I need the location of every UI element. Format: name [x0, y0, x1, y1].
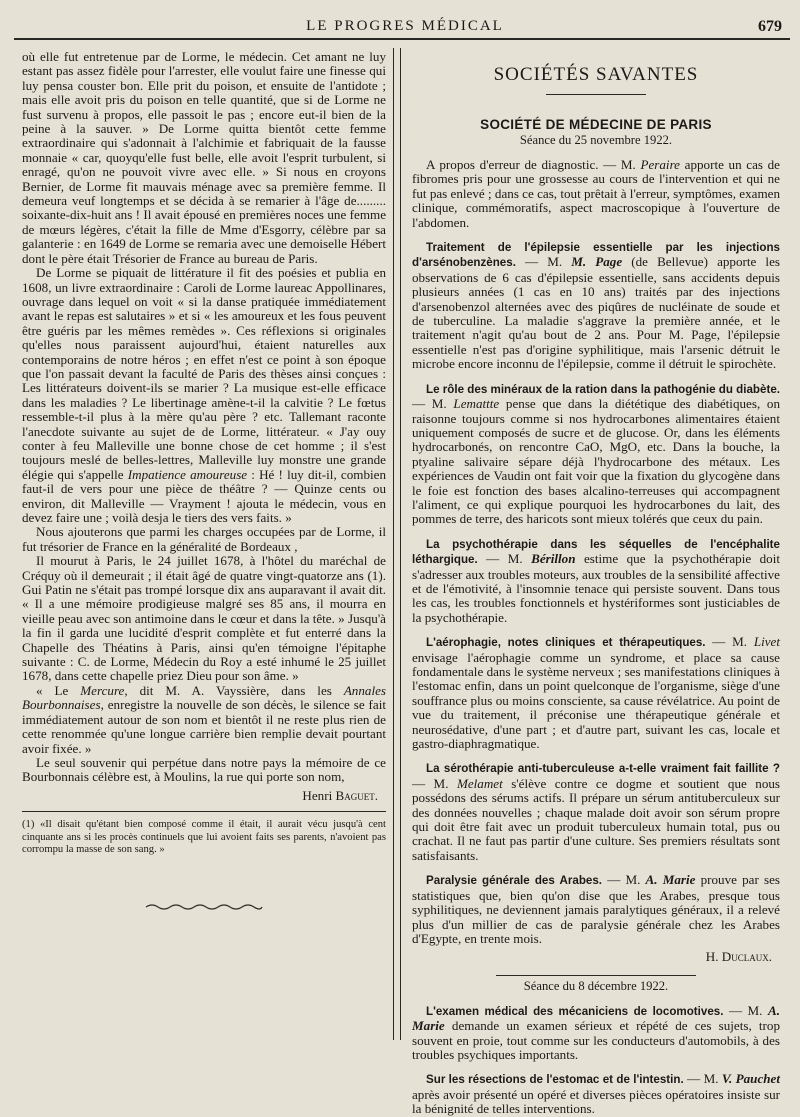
section-title: SOCIÉTÉS SAVANTES: [493, 64, 699, 85]
paragraph-2: De Lorme se piquait de littérature il fit des poésies et publia en 1608, un livre extraordinaire : Caroli de Lorme laureac Appollinares, ouvrage dans lequel on voit « si la danse pratiquée immédiatement avant le repas est salutaires » et si « les amoureux et les fous peuvent être guéris par les mêmes remèdes ». Ces réflexions si originales qu'elles nous paraissent aujourd'hui, étaient naturelles aux contemporains de notre héros ; en effet n'est ce point à son époque que l'on passait devant la faculté de Paris des thèses ainsi conçues : Les littérateurs doivent-ils se marier ? La musique est-elle efficace dans les maladies ? Le libertinage amène-t-il la calvitie ? Le fœtus ressemble-t-il plus à la mère qu'au père ? etc. Tallemant raconte l'anecdote suivante au sujet de de Lorme, littérateur. « J'ay ouy conter à feu Malleville une bonne chose de cet homme ; il s'est toujours meslé de belles-lettres, Malleville luy monstre une grande élégie qui s'appelle Impatience amoureuse : Hé ! luy dit-il, combien faut-il de vers pour une pièce de théâtre ? — Quinze cents ou environ, dit Malleville — Vrayment ! ajouta le médecin, vous en devez faire une ; voilà desja le tiers des vers faits. »: [22, 265, 386, 525]
entry-aerophagia: L'aérophagie, notes cliniques et thérapeutiques. — M. Livet envisage l'aérophagie comme un syndrome, et place sa cause fondamentale dans le système nerveux ; ses manifestations cliniques à l'estomac enfin, dans un point quelconque de l'organisme, siège d'une souffrance plus ou moins consciente, sa cause révélatrice. Au point de vue du traitement, il préconise une thérapeutique générale et neurosédative, d'une part ; et d'autre part, suivant les cas, locale et gastro-diaphragmatique.: [412, 634, 780, 752]
entry-diagnostic-error: A propos d'erreur de diagnostic. — M. Peraire apporte un cas de fibromes pris pour une grossesse au cours de l'intervention et qui ne fut pas enlevé ; dans ce cas, tout prêtait à l'erreur, symptômes, examen clinique, commémoratifs, aspect macroscopique à l'ouverture de l'abdomen.: [412, 157, 780, 230]
secretary-signature: H. Duclaux.: [705, 949, 772, 965]
section-rule: [546, 94, 646, 95]
column-divider: [393, 48, 401, 1040]
ornament-divider-icon: [144, 902, 264, 912]
entry-serotherapy: La sérothérapie anti-tuberculeuse a-t-elle vraiment fait faillite ? — M. Melamet s'élève contre ce dogme et soutient que nous possédons des sérums actifs. Il prépare un sérum antituberculeux sur des données nouvelles ; chaque malade doit avoir son sérum propre qui doit être fait avec un produit tuberculeux humain total, pus ou crachat. Il ne faut pas partir d'une culture. Ses premiers résultats sont satisfaisants.: [412, 762, 781, 863]
running-header: [20, 18, 790, 38]
entry-general-paralysis: Paralysie générale des Arabes. — M. A. Marie prouve par ses statistiques que, bien qu'on dise que les Arabes, presque tous syphilitiques, ne deviennent jamais paralytiques généraux, il a relevé plus d'un millier de cas de paralysie générale chez les Arabes d'Egypte, en trente mois.: [412, 872, 781, 946]
author-signature: Henri Baguet.: [302, 787, 378, 803]
entry-resections: Sur les résections de l'estomac et de l'intestin. — M. V. Pauchet après avoir présenté un opéré et diverses pièces opératoires insiste sur la bénignité de telles interventions.: [412, 1071, 780, 1117]
society-name: SOCIÉTÉ DE MÉDECINE DE PARIS: [480, 117, 712, 132]
seance-date-1: Séance du 25 novembre 1922.: [519, 133, 673, 147]
paragraph-4: Il mourut à Paris, le 24 juillet 1678, à l'hôtel du maréchal de Créquy où il demeurait ; il était âgé de quatre vingt-quatorze ans (1). Gui Patin ne s'était pas trompé lorsque dix ans auparavant il avait dit. « Il a une mémoire prodigieuse malgré ses 85 ans, il mourra en vieille peau avec son antimoine dans le cœur et dans la tête. » Jusqu'à la fin il garda une lucidité d'esprit complète et fut enterré dans la Chapelle des Théatins à Paris, ainsi qu'en témoigne l'épitaphe suivante : C. de Lorme, Médecin du Roy a esté inhumé le 25 juillet 1678, dans cette chapelle priez Dieu pour son âme. »: [22, 553, 386, 684]
header-rule: [14, 38, 790, 40]
seance-date-2: Séance du 8 décembre 1922.: [523, 978, 669, 993]
entry-psychotherapy: La psychothérapie dans les séquelles de l'encéphalite léthargique. — M. Bérillon estime que la psychothérapie doit s'adresser aux troubles moteurs, aux troubles de la sensibilité affective et de l'émotivité, à l'insomnie tenace qui persiste souvent. Dans tous les cas, les troubles fonctionnels et hystériformes sont justiciables de la psychothérapie.: [412, 537, 780, 625]
journal-title: LE PROGRES MÉDICAL: [306, 18, 504, 34]
paragraph-6: Le seul souvenir qui perpétue dans notre pays la mémoire de ce Bourbonnais célèbre est, à Moulins, la rue qui porte son nom,: [22, 754, 386, 785]
paragraph-1: où elle fut entretenue par de Lorme, le médecin. Cet amant ne luy estant pas assez fidèle pour l'arrester, elle voulut faire une finesse qui luy pensa couster bon. Elle prit du poison, et ensuite de l'antidote ; mais elle avoit pris du poison en telle quantité, que si de Lorme ne fust survenu à propos, elle passoit le pas ; encore eut-il bien de la peine à la sauver. » De Lorme quitta bientôt cette femme extraordinaire qui s'adonnait à l'alchimie et fabriquait de la fausse monnaie « car, quoyqu'elle fust belle, elle avoit l'esprit turbulent, si enragé, qu'on ne pouvoit vivre avec elle. » Si nous en croyons Bernier, de Lorme fit mauvais ménage avec sa première femme. Il demeura veuf longtemps et se décida à se remarier à l'âge de......... soixante-dix-huit ans ! Il avait épousé en premières noces une femme de mœurs légères, c'était la fille de Mme d'Esgorry, célèbre par sa galanterie : en 1649 de Lorme se remaria avec une demoiselle Hébert dont le père était Trésorier de France au bureau de Paris.: [22, 49, 386, 266]
footnote: (1) «Il disait qu'étant bien composé comme il était, il aurait vécu jusqu'à cent cinquante ans si les procès continuels que lui avoient faits ses parents, n'avoient pas corrompu la masse de son sang. »: [22, 819, 386, 855]
page-number: 679: [758, 18, 782, 35]
entry-diabetes: Le rôle des minéraux de la ration dans la pathogénie du diabète. — M. Lemattte pense que dans la diététique des diabétiques, on raisonne toujours comme si nos hydrocarbones alimentaires étaient uniquement composés de sucre et de glucose. Or, dans les éléments hydrocarbonés, on rencontre CaO, MgO, etc. Dans la bouche, la ptyaline salivaire sépare déjà l'hydrocarbone des métaux. Les expériences de Vaudin ont fait voir que la fixation du glycogène dans le foie est fonction des bases alcalino-terreuses qui accompagnent l'aliment, ce qui explique pourquoi les hydrocarbones du lait, des pommes de terre, des haricots sont mieux tolérés que ceux du pain.: [412, 382, 781, 527]
entry-locomotive-mechanics: L'examen médical des mécaniciens de locomotives. — M. A. Marie demande un examen sérieux et répété de ces sujets, trop souvent en proie, tout comme sur les conducteurs d'automobils, à des troubles psychiques importants.: [412, 1002, 780, 1062]
footnote-rule: [22, 811, 386, 812]
left-column: [22, 50, 386, 1050]
paragraph-5: « Le Mercure, dit M. A. Vayssière, dans les Annales Bourbonnaises, enregistre la nouvelle de son décès, le silence se fait immédiatement autour de son nom et bientôt il ne reste plus rien de cette renommée qu'une longue carrière bien remplie devait pourtant avoir fixée. »: [22, 682, 386, 756]
paragraph-3: Nous ajouterons que parmi les charges occupées par de Lorme, il fut trésorier de France en la généralité de Bordeaux ,: [22, 524, 386, 554]
seance-rule: [496, 975, 696, 976]
entry-epilepsy: Traitement de l'épilepsie essentielle par les injections d'arsénobenzènes. — M. M. Page (de Bellevue) apporte les observations de 6 cas d'épilepsie essentielle, sans accidents depuis plusieurs années (1 cas en 10 ans) traités par des injections d'arsenobenzol alternées avec des piqûres de nucléinate de soude et de tuberculine. La maladie s'aggrave la première année, et le traitement n'agit qu'au bout de 2 ans. Pour M. Page, l'épilepsie essentielle n'est pas d'origine syphilitique, mais l'arsenic détruit le microbe encore inconnu de l'épilepsie, comme il détruit le spirochète.: [412, 241, 780, 372]
right-column: [412, 50, 781, 1117]
